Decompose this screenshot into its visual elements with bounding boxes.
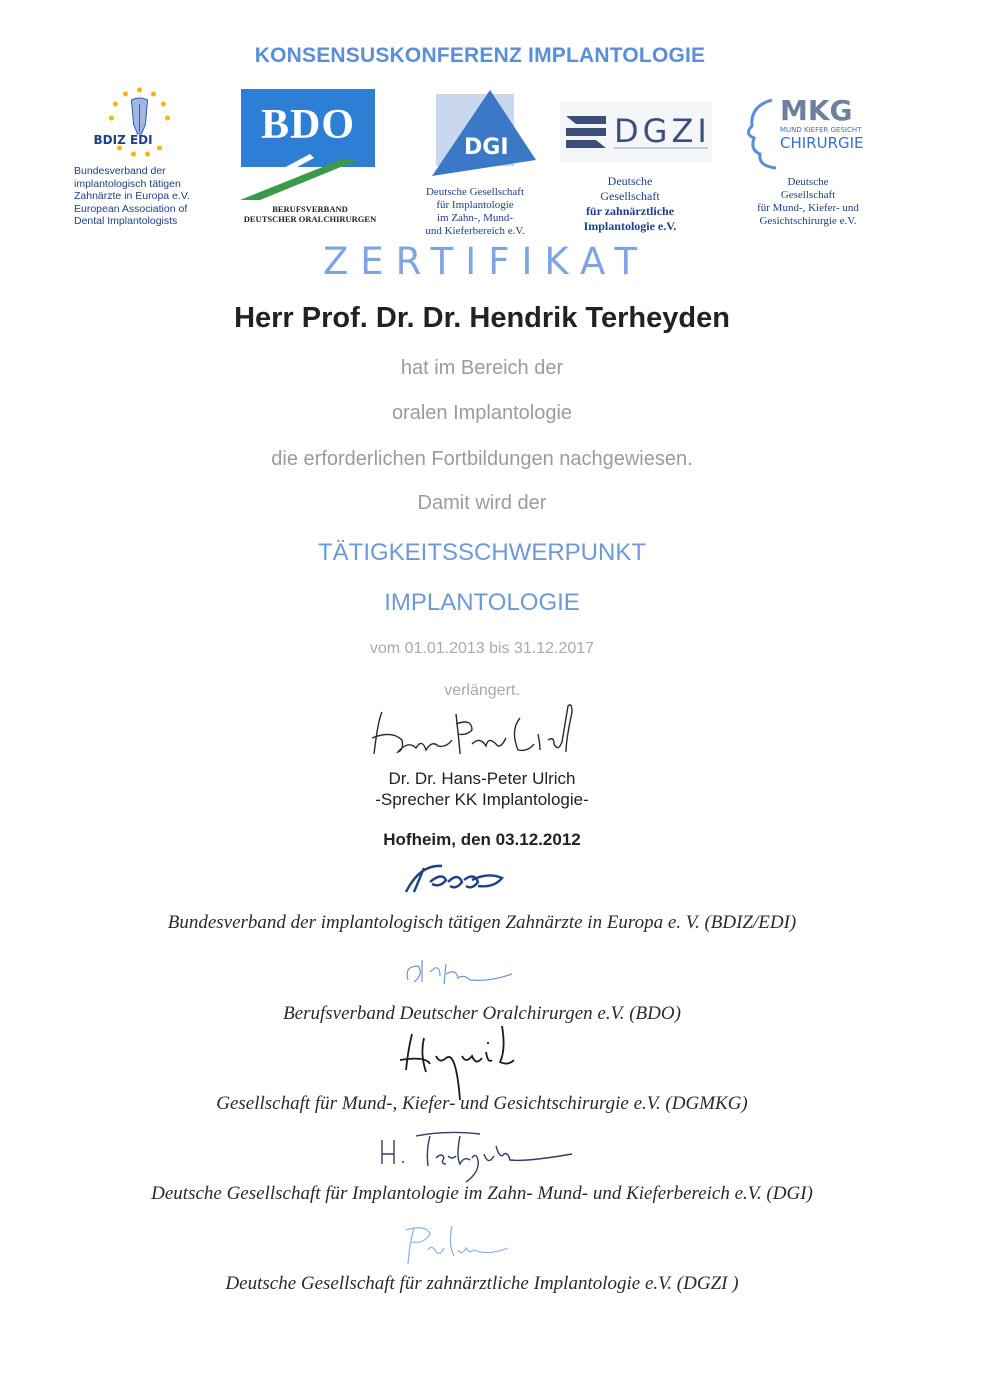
dgi-logo xyxy=(432,90,536,180)
mkg-logo xyxy=(740,94,876,174)
mkg-caption: Deutsche Gesellschaft für Mund-, Kiefer- und Gesichtschirurgie e.V. xyxy=(757,176,859,227)
validity-period: vom 01.01.2013 bis 31.12.2017 xyxy=(369,640,595,657)
organization-bdiz: Bundesverband der implantologisch tätigen Zahnärzte in Europa e. V. (BDIZ/EDI) xyxy=(167,912,797,933)
extended-note: verlängert. xyxy=(444,682,520,699)
bdo-caption: BERUFSVERBAND DEUTSCHER ORALCHIRURGEN xyxy=(243,204,377,224)
body-line-4: Damit wird der xyxy=(417,492,547,514)
signer-name: Dr. Dr. Hans-Peter Ulrich xyxy=(388,769,576,788)
bdiz-caption: Bundesverband der implantologisch tätigen Zahnärzte in Europa e.V. European Association of Dental Implantologists xyxy=(74,165,190,227)
signer-role: -Sprecher KK Implantologie- xyxy=(375,790,589,809)
organization-bdo: Berufsverband Deutscher Oralchirurgen e.V. (BDO) xyxy=(283,1003,681,1024)
mkg-sub: MUND KIEFER GESICHT xyxy=(780,126,862,134)
signer-block xyxy=(0,768,982,810)
focus-line-1: TÄTIGKEITSSCHWERPUNKT xyxy=(317,539,647,566)
dgi-mark: DGI xyxy=(464,135,509,160)
focus-line-2: IMPLANTOLOGIE xyxy=(384,589,580,616)
mkg-mark: MKG xyxy=(780,94,853,127)
bdo-stripe-graphic xyxy=(240,150,380,202)
bdiz-mark: BDIZ EDI xyxy=(93,133,153,147)
dgzi-mark: DGZI xyxy=(614,112,711,150)
organization-dgzi: Deutsche Gesellschaft für zahnärztliche Implantologie e.V. (DGZI ) xyxy=(225,1273,739,1294)
dgzi-logo xyxy=(560,102,720,164)
signature-dgzi xyxy=(398,1220,518,1270)
organization-dgmkg: Gesellschaft für Mund-, Kiefer- und Gesichtschirurgie e.V. (DGMKG) xyxy=(216,1093,748,1114)
dgzi-caption: Deutsche Gesellschaft für zahnärztliche Implantologie e.V. xyxy=(583,174,677,233)
signature-bdiz xyxy=(402,858,508,902)
bdo-mark: BDO xyxy=(260,102,355,148)
place-date: Hofheim, den 03.12.2012 xyxy=(383,830,581,849)
bdiz-edi-logo xyxy=(72,84,207,164)
conference-heading: KONSENSUSKONFERENZ IMPLANTOLOGIE xyxy=(254,44,706,67)
body-line-1: hat im Bereich der xyxy=(400,357,564,379)
certificate-title: ZERTIFIKAT xyxy=(322,240,650,283)
mkg-word: CHIRURGIE xyxy=(780,134,864,152)
dgi-caption: Deutsche Gesellschaft für Implantologie im Zahn-, Mund- und Kieferbereich e.V. xyxy=(425,186,525,237)
body-line-2: oralen Implantologie xyxy=(391,402,573,424)
organization-dgi: Deutsche Gesellschaft für Implantologie im Zahn- Mund- und Kieferbereich e.V. (DGI) xyxy=(151,1183,813,1204)
signature-ulrich xyxy=(368,700,598,764)
signature-bdo xyxy=(400,952,520,992)
body-line-3: die erforderlichen Fortbildungen nachgewiesen. xyxy=(271,448,693,470)
recipient-name: Herr Prof. Dr. Dr. Hendrik Terheyden xyxy=(234,302,730,334)
signature-terheyden xyxy=(376,1126,582,1186)
